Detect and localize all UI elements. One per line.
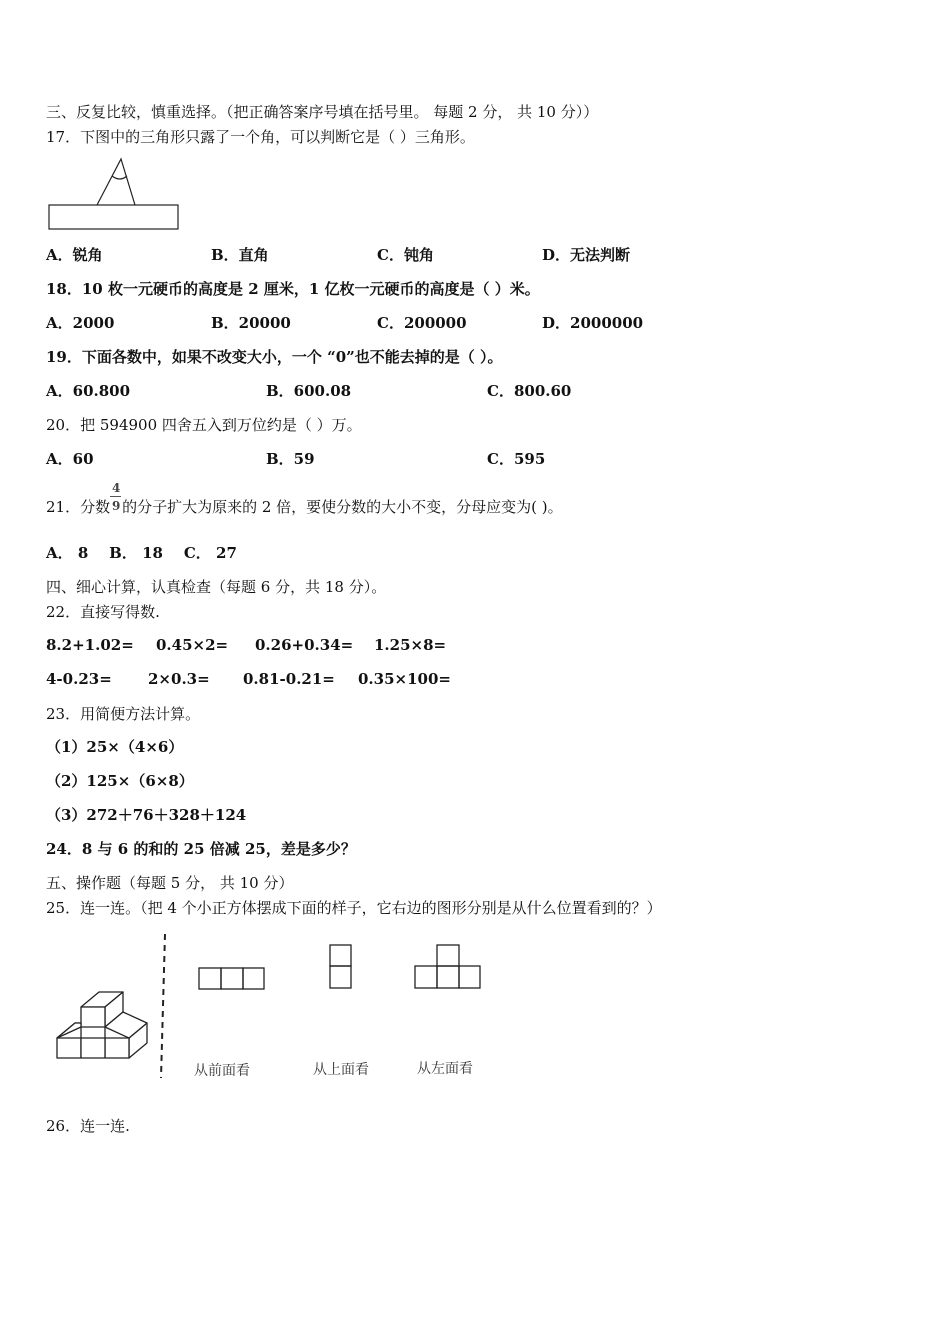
q22-r2-c2: 2×0.3= <box>148 670 210 688</box>
q25-dashed-divider <box>160 934 168 1078</box>
q25-view-two-stacked <box>329 944 353 990</box>
q23-stem: 23．用简便方法计算。 <box>46 705 201 723</box>
q18-stem: 18．10 枚一元硬币的高度是 2 厘米，1 亿枚一元硬币的高度是（ ）米。 <box>46 280 540 298</box>
q25-view-t-shape <box>414 944 482 990</box>
q21-fraction-bar <box>110 496 121 497</box>
q17-option-b: B．直角 <box>211 246 269 264</box>
q25-caption-front: 从前面看 <box>194 1063 250 1079</box>
q24-stem: 24．8 与 6 的和的 25 倍减 25，差是多少？ <box>46 840 356 858</box>
q22-r1-c2: 0.45×2= <box>156 636 229 654</box>
q25-caption-left: 从左面看 <box>417 1061 473 1077</box>
q17-stem: 17．下图中的三角形只露了一个角，可以判断它是（ ）三角形。 <box>46 128 475 146</box>
q19-option-a: A．60.800 <box>46 382 131 400</box>
q17-figure <box>48 156 180 232</box>
q18-option-b: B．20000 <box>211 314 291 332</box>
q21-fraction-numerator: 4 <box>112 481 121 495</box>
q25-stem: 25．连一连。（把 4 个小正方体摆成下面的样子，它右边的图形分别是从什么位置看到的？） <box>46 899 662 917</box>
q18-option-d: D．2000000 <box>542 314 644 332</box>
q19-option-c: C．800.60 <box>487 382 572 400</box>
q21-stem <box>46 497 563 517</box>
q19-option-b: B．600.08 <box>266 382 352 400</box>
q17-option-d: D．无法判断 <box>542 246 631 264</box>
section-3-heading: 三、反复比较，慎重选择。（把正确答案序号填在括号里。 每题 2 分， 共 10 分）） <box>46 103 599 121</box>
section-5-heading: 五、操作题（每题 5 分， 共 10 分） <box>46 874 294 892</box>
q22-r1-c1: 8.2+1.02= <box>46 636 134 654</box>
q17-option-a: A．锐角 <box>46 246 103 264</box>
q20-option-a: A．60 <box>46 450 94 468</box>
q19-stem: 19．下面各数中，如果不改变大小，一个 “0”也不能去掉的是（ ）。 <box>46 348 503 366</box>
q21-fraction-denominator: 9 <box>112 499 121 513</box>
q21-stem-prefix: 21．分数 <box>46 498 111 516</box>
q23-item-3: （3）272＋76＋328＋124 <box>46 806 247 824</box>
q22-r1-c3: 0.26+0.34= <box>255 636 354 654</box>
q22-r2-c4: 0.35×100= <box>358 670 451 688</box>
q23-item-1: （1）25×（4×6） <box>46 738 184 756</box>
q18-option-a: A．2000 <box>46 314 115 332</box>
q23-item-2: （2）125×（6×8） <box>46 772 194 790</box>
q26-stem: 26．连一连. <box>46 1117 130 1135</box>
section-4-heading: 四、细心计算，认真检查（每题 6 分，共 18 分）。 <box>46 578 387 596</box>
q21-stem-suffix: 的分子扩大为原来的 2 倍，要使分数的大小不变，分母应变为( )。 <box>122 498 563 516</box>
q17-option-c: C．钝角 <box>377 246 434 264</box>
q25-view-three-in-row <box>198 967 266 991</box>
q21-options: A． 8 B． 18 C． 27 <box>46 544 237 562</box>
q20-option-b: B．59 <box>266 450 315 468</box>
q22-r2-c3: 0.81-0.21= <box>243 670 335 688</box>
q22-r2-c1: 4-0.23= <box>46 670 112 688</box>
q20-option-c: C．595 <box>487 450 546 468</box>
q22-r1-c4: 1.25×8= <box>374 636 447 654</box>
q25-caption-top: 从上面看 <box>313 1062 369 1078</box>
q22-stem: 22．直接写得数. <box>46 603 160 621</box>
q20-stem: 20．把 594900 四舍五入到万位约是（ ）万。 <box>46 416 362 434</box>
q18-option-c: C．200000 <box>377 314 467 332</box>
q25-cube-stack-figure <box>52 990 150 1062</box>
